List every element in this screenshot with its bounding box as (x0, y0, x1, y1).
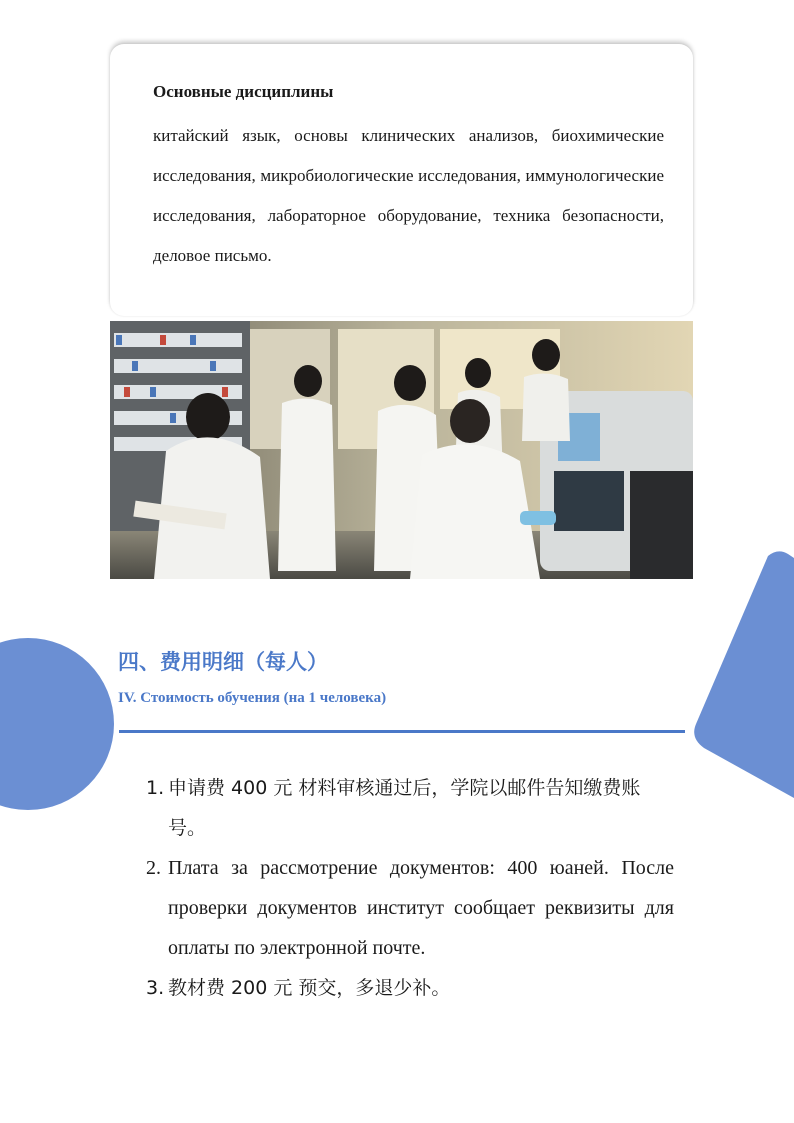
disciplines-card (110, 44, 693, 316)
section-title-russian: IV. Стоимость обучения (на 1 человека) (118, 690, 387, 706)
fee-text: 教材费 200 元 预交，多退少补。 (168, 977, 451, 999)
laboratory-photo (110, 321, 693, 579)
fee-item-document-review (146, 848, 674, 968)
disciplines-text: китайский язык, основы клинических анализов, биохимические исследования, микробиологические исследования, иммунологические исследования, лабораторное оборудование, техника безопасности, деловое письмо. (153, 126, 664, 265)
section-title-chinese: 四、费用明细（每人） (118, 650, 328, 674)
fee-text: 申请费 400 元 材料审核通过后，学院以邮件告知缴费账号。 (168, 777, 641, 839)
fee-text: Плата за рассмотрение документов: 400 юаней. После проверки документов институт сообщает реквизиты для оплаты по электронной почте. (168, 857, 674, 959)
disciplines-heading: Основные дисциплины (153, 82, 334, 101)
list-number: 2. (146, 857, 161, 879)
fee-item-application (146, 768, 674, 848)
decorative-triangle (688, 548, 794, 798)
list-number: 1. (146, 777, 165, 799)
section-divider (119, 730, 685, 733)
fee-list (146, 768, 674, 1008)
decorative-circle (0, 638, 114, 810)
fee-item-textbooks (146, 968, 674, 1008)
list-number: 3. (146, 977, 165, 999)
